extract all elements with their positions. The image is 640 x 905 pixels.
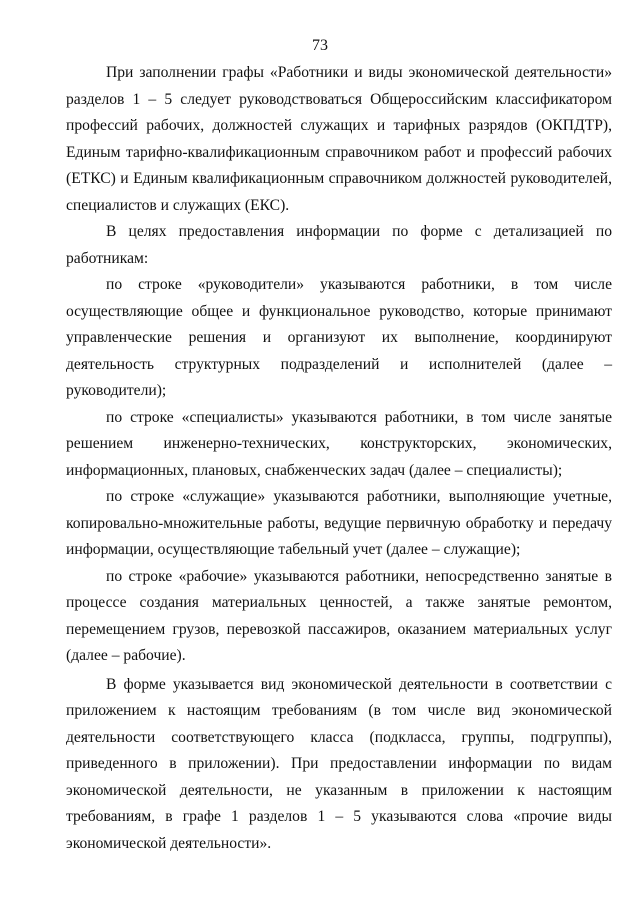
- paragraph-specialists: по строке «специалисты» указываются работники, в том числе занятые решением инженерно-технических, конструкторских, экономических, информационных, плановых, снабженческих задач (далее – специалисты);: [66, 408, 612, 479]
- paragraph-managers: по строке «руководители» указываются работники, в том числе осуществляющие общее и функциональное руководство, которые принимают управленческие решения и организуют их выполнение, координируют деятельность структурных подразделений и исполнителей (далее – руководители);: [66, 276, 612, 399]
- paragraph-workers: по строке «рабочие» указываются работники, непосредственно занятые в процессе создания материальных ценностей, а также занятые ремонтом, перемещением грузов, перевозкой пассажиров, оказанием материальных услуг (далее – рабочие).: [66, 567, 612, 664]
- paragraph-classifiers: При заполнении графы «Работники и виды экономической деятельности» разделов 1 – 5 следует руководствоваться Общероссийским классификатором профессий рабочих, должностей служащих и тарифных разрядов (ОКПДТР), Единым тарифно-квалификационным справочником работ и профессий рабочих (ЕТКС) и Единым квалификационным справочником должностей руководителей, специалистов и служащих (ЕКС).: [66, 64, 612, 214]
- paragraph-activity-type: В форме указывается вид экономической деятельности в соответствии с приложением к настоящим требованиям (в том числе вид экономической деятельности соответствующего класса (подкласса, группы, подгруппы), приведенного в приложении). При предоставлении информации по видам экономической деятельности, не указанным в приложении к настоящим требованиям, в графе 1 разделов 1 – 5 указываются слова «прочие виды экономической деятельности».: [66, 675, 612, 852]
- paragraph-clerks: по строке «служащие» указываются работники, выполняющие учетные, копировально-множительные работы, ведущие первичную обработку и передачу информации, осуществляющие табельный учет (далее – служащие);: [66, 488, 612, 558]
- paragraph-detail-intro: В целях предоставления информации по форме с детализацией по работникам:: [66, 223, 612, 267]
- page-number: 73: [312, 37, 328, 54]
- document-body: [66, 60, 612, 857]
